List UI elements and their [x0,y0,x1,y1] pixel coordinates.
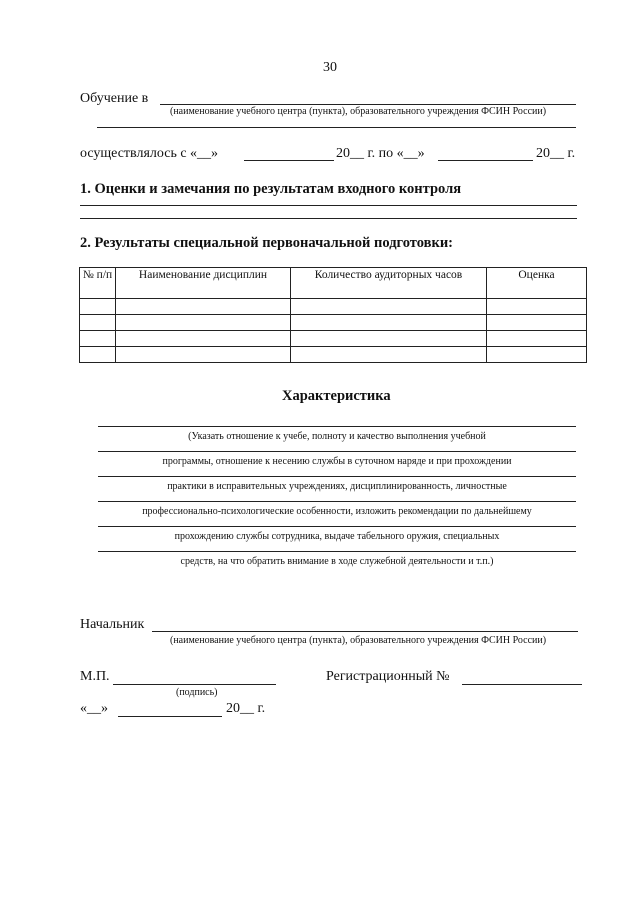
cell[interactable] [116,347,291,363]
page-number: 30 [323,60,337,75]
registration-label: Регистрационный № [326,669,450,684]
period-from-label: осуществлялось с «__» [80,146,219,161]
characteristic-line-3[interactable] [98,476,576,477]
chief-caption: (наименование учебного центра (пункта), образовательного учреждения ФСИН России) [170,635,547,646]
chief-label: Начальник [80,617,145,632]
table-row [80,315,587,331]
cell[interactable] [291,315,487,331]
section2-title: 2. Результаты специальной первоначальной подготовки: [80,235,453,251]
registration-number-line[interactable] [462,684,582,685]
period-from-month-line[interactable] [244,160,334,161]
cell[interactable] [80,347,116,363]
table-row [80,299,587,315]
cell[interactable] [487,331,587,347]
chief-input-line[interactable] [152,631,578,632]
cell[interactable] [487,315,587,331]
period-mid: 20__ г. по «__» [336,146,425,161]
characteristic-line-2[interactable] [98,451,576,452]
cell[interactable] [291,331,487,347]
cell[interactable] [487,347,587,363]
section1-line-1[interactable] [80,205,577,206]
cell[interactable] [291,347,487,363]
characteristic-line-6[interactable] [98,551,576,552]
cell[interactable] [80,331,116,347]
date-day: «__» [80,701,108,716]
section1-line-2[interactable] [80,218,577,219]
header-number: № п/п [80,268,116,299]
training-second-line[interactable] [97,127,576,128]
characteristic-line-1[interactable] [98,426,576,427]
characteristic-text-6: средств, на что обратить внимание в ходе служебной деятельности и т.п.) [180,556,494,567]
period-to-month-line[interactable] [438,160,533,161]
period-end: 20__ г. [536,146,576,161]
cell[interactable] [487,299,587,315]
characteristic-text-1: (Указать отношение к учебе, полноту и качество выполнения учебной [188,431,486,442]
signature-line[interactable] [113,684,276,685]
date-year: 20__ г. [226,701,266,716]
cell[interactable] [116,299,291,315]
signature-caption: (подпись) [176,687,218,698]
characteristic-text-5: прохождению службы сотрудника, выдаче табельного оружия, специальных [174,531,500,542]
section1-title: 1. Оценки и замечания по результатам входного контроля [80,181,462,197]
training-caption: (наименование учебного центра (пункта), образовательного учреждения ФСИН России) [170,106,547,117]
cell[interactable] [80,299,116,315]
cell[interactable] [291,299,487,315]
table-header-row [80,268,587,299]
header-grade: Оценка [487,268,587,299]
characteristic-text-2: программы, отношение к несению службы в суточном наряде и при прохождении [162,456,512,467]
mp-label: М.П. [80,669,110,684]
characteristic-text-4: профессионально-психологические особенности, изложить рекомендации по дальнейшему [142,506,532,517]
cell[interactable] [116,315,291,331]
header-hours: Количество аудиторных часов [291,268,487,299]
cell[interactable] [116,331,291,347]
date-month-line[interactable] [118,716,222,717]
table-row [80,331,587,347]
table-row [80,347,587,363]
characteristic-line-4[interactable] [98,501,576,502]
header-discipline: Наименование дисциплин [116,268,291,299]
training-label: Обучение в [80,91,149,106]
characteristic-title: Характеристика [282,388,391,404]
disciplines-table [79,267,587,363]
characteristic-text-3: практики в исправительных учреждениях, дисциплинированность, личностные [167,481,507,492]
training-input-line[interactable] [160,104,576,105]
cell[interactable] [80,315,116,331]
characteristic-line-5[interactable] [98,526,576,527]
